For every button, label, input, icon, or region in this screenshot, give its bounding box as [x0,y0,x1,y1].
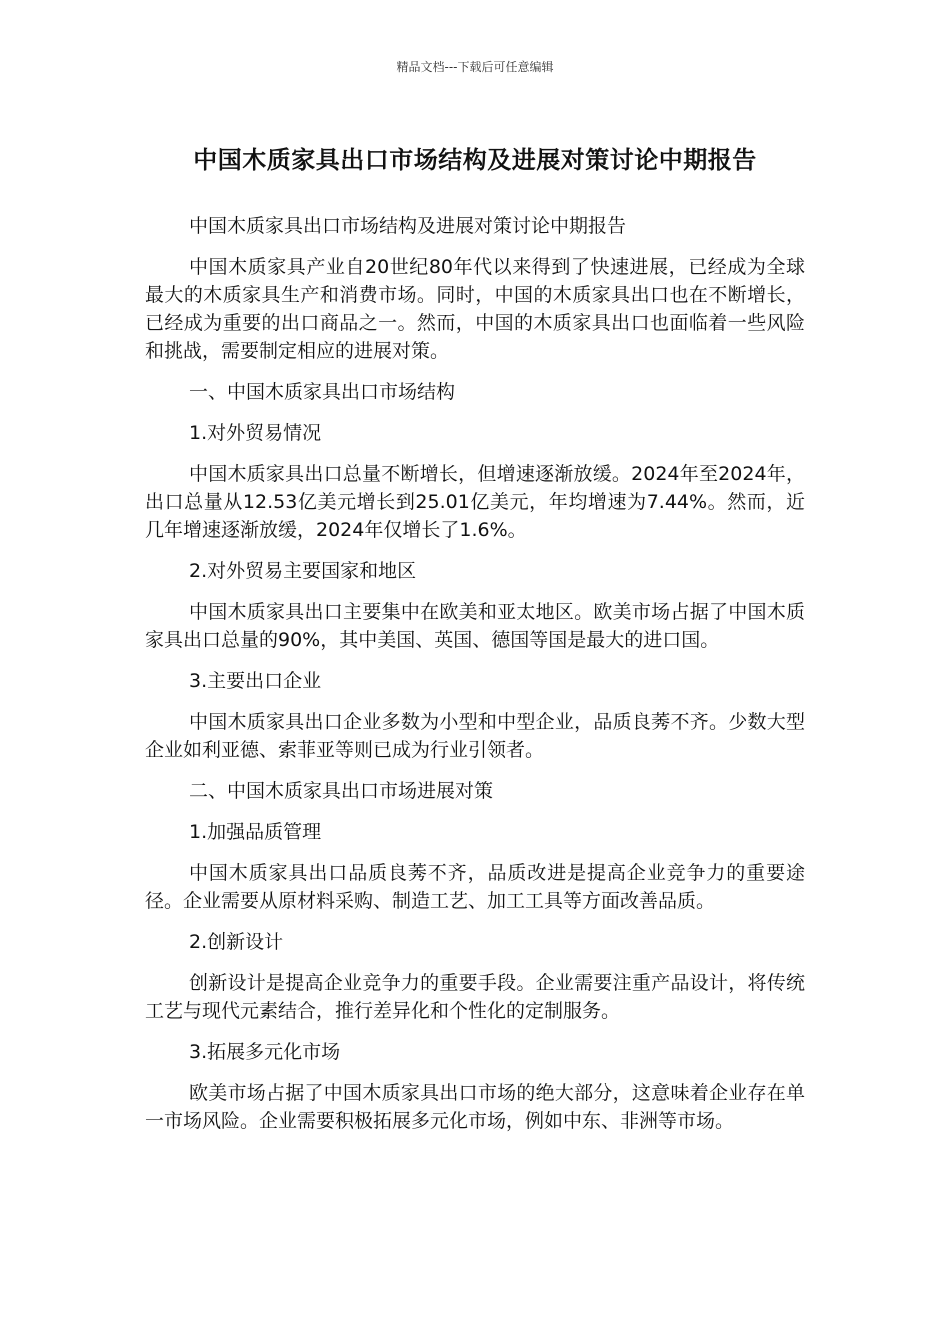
document-title: 中国木质家具出口市场结构及进展对策讨论中期报告 [193,146,757,174]
paragraph-1-2: 中国木质家具出口主要集中在欧美和亚太地区。欧美市场占据了中国木质家具出口总量的90%，其中美国、英国、德国等国是最大的进口国。 [145,601,805,651]
subheading-1-2: 2.对外贸易主要国家和地区 [189,560,417,582]
section-heading-1: 一、中国木质家具出口市场结构 [189,381,456,403]
subheading-2-2: 2.创新设计 [189,931,284,953]
paragraph-2-1: 中国木质家具出口品质良莠不齐，品质改进是提高企业竞争力的重要途径。企业需要从原材料采购、制造工艺、加工工具等方面改善品质。 [145,862,805,912]
paragraph-subtitle: 中国木质家具出口市场结构及进展对策讨论中期报告 [189,215,627,237]
document-body [145,212,805,1148]
subheading-2-1: 1.加强品质管理 [189,821,322,843]
paragraph-2-2: 创新设计是提高企业竞争力的重要手段。企业需要注重产品设计，将传统工艺与现代元素结合，推行差异化和个性化的定制服务。 [145,972,805,1022]
paragraph-2-3: 欧美市场占据了中国木质家具出口市场的绝大部分，这意味着企业存在单一市场风险。企业需要积极拓展多元化市场，例如中东、非洲等市场。 [145,1082,805,1132]
paragraph-intro: 中国木质家具产业自20世纪80年代以来得到了快速进展，已经成为全球最大的木质家具生产和消费市场。同时，中国的木质家具出口也在不断增长，已经成为重要的出口商品之一。然而，中国的木质家具出口也面临着一些风险和挑战，需要制定相应的进展对策。 [145,256,805,362]
subheading-2-3: 3.拓展多元化市场 [189,1041,341,1063]
subheading-1-3: 3.主要出口企业 [189,670,322,692]
paragraph-1-1: 中国木质家具出口总量不断增长，但增速逐渐放缓。2024年至2024年，出口总量从12.53亿美元增长到25.01亿美元，年均增速为7.44%。然而，近几年增速逐渐放缓，2024年仅增长了1.6%。 [145,463,805,541]
header-note: 精品文档---下载后可任意编辑 [396,60,554,74]
section-heading-2: 二、中国木质家具出口市场进展对策 [189,780,494,802]
subheading-1-1: 1.对外贸易情况 [189,422,322,444]
paragraph-1-3: 中国木质家具出口企业多数为小型和中型企业，品质良莠不齐。少数大型企业如利亚德、索菲亚等则已成为行业引领者。 [145,711,805,761]
